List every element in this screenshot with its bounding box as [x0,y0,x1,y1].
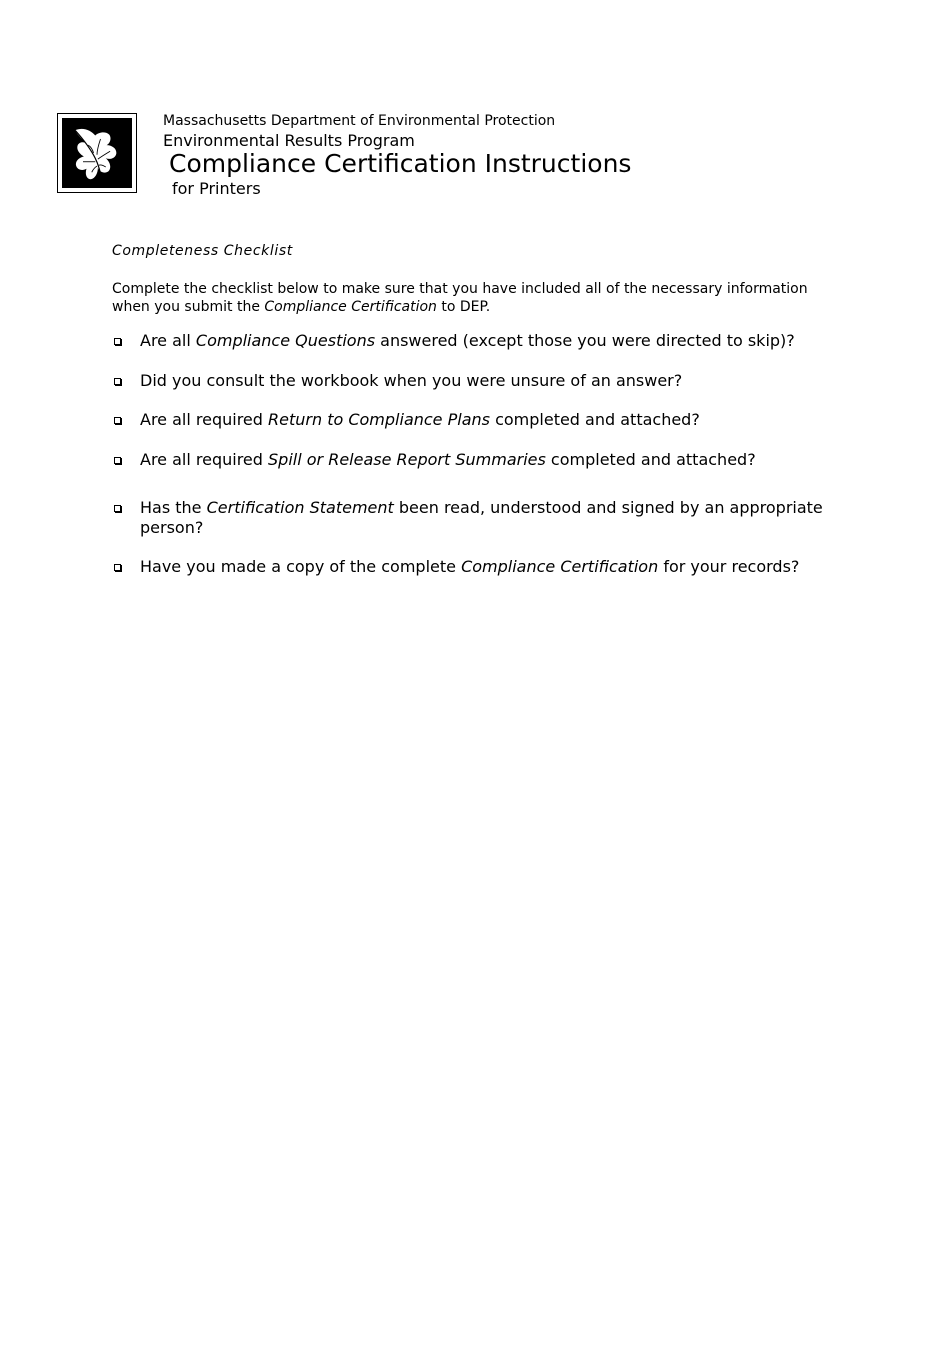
checklist-item-before: Are all [140,331,196,350]
checklist-item [112,498,842,538]
checklist-item-after: answered (except those you were directed to skip)? [375,331,795,350]
section-heading: Completeness Checklist [112,243,293,259]
intro-text [112,280,842,316]
checklist-item-emphasis: Return to Compliance Plans [268,410,490,429]
checklist-item [112,557,842,577]
checklist-item-text [140,371,842,391]
oak-leaf-icon [62,118,132,188]
checklist-item-emphasis: Compliance Questions [195,331,376,350]
checklist-item-after: for your records? [658,557,800,576]
checklist-item-before: Are all required [140,410,269,429]
checklist-item-before: Has the [140,498,207,517]
checklist-item [112,331,842,351]
checklist-item-after: been read, understood and signed by an appropriate person? [140,498,823,537]
intro-text-after: to DEP. [436,299,491,315]
checklist-item [112,410,842,430]
checkbox-icon[interactable] [114,564,121,571]
checklist-item-emphasis: Compliance Certification [461,557,659,576]
checklist-item-before: Have you made a copy of the complete [140,557,462,576]
checkbox-icon[interactable] [114,417,121,424]
checklist-item-before: Are all required [140,450,269,469]
checkbox-icon[interactable] [114,338,121,345]
checkbox-icon[interactable] [114,378,121,385]
program-name: Environmental Results Program [163,131,415,150]
intro-text-emphasis: Compliance Certification [264,299,437,315]
checklist-item [112,450,842,470]
checklist-item [112,371,842,391]
checklist-item-text [140,557,842,577]
checklist-item-text [140,410,842,430]
agency-name: Massachusetts Department of Environmental Protection [163,113,556,129]
checklist-item-emphasis: Certification Statement [206,498,394,517]
page-title: Compliance Certification Instructions [169,149,632,178]
intro-text-before: Complete the checklist below to make sure that you have included all of the necessary information when you submit the [112,281,808,315]
checklist-item-before: Did you consult the workbook when you were unsure of an answer? [140,371,683,390]
checklist-item-text [140,498,842,538]
page-subtitle: for Printers [172,179,261,198]
checklist-item-after: completed and attached? [545,450,756,469]
intro-paragraph [112,280,842,316]
checkbox-icon[interactable] [114,457,121,464]
checklist-item-text [140,450,842,470]
massdep-logo [57,113,137,193]
checkbox-icon[interactable] [114,505,121,512]
checklist-item-emphasis: Spill or Release Report Summaries [268,450,546,469]
checklist-item-text [140,331,842,351]
checklist-item-after: completed and attached? [489,410,700,429]
